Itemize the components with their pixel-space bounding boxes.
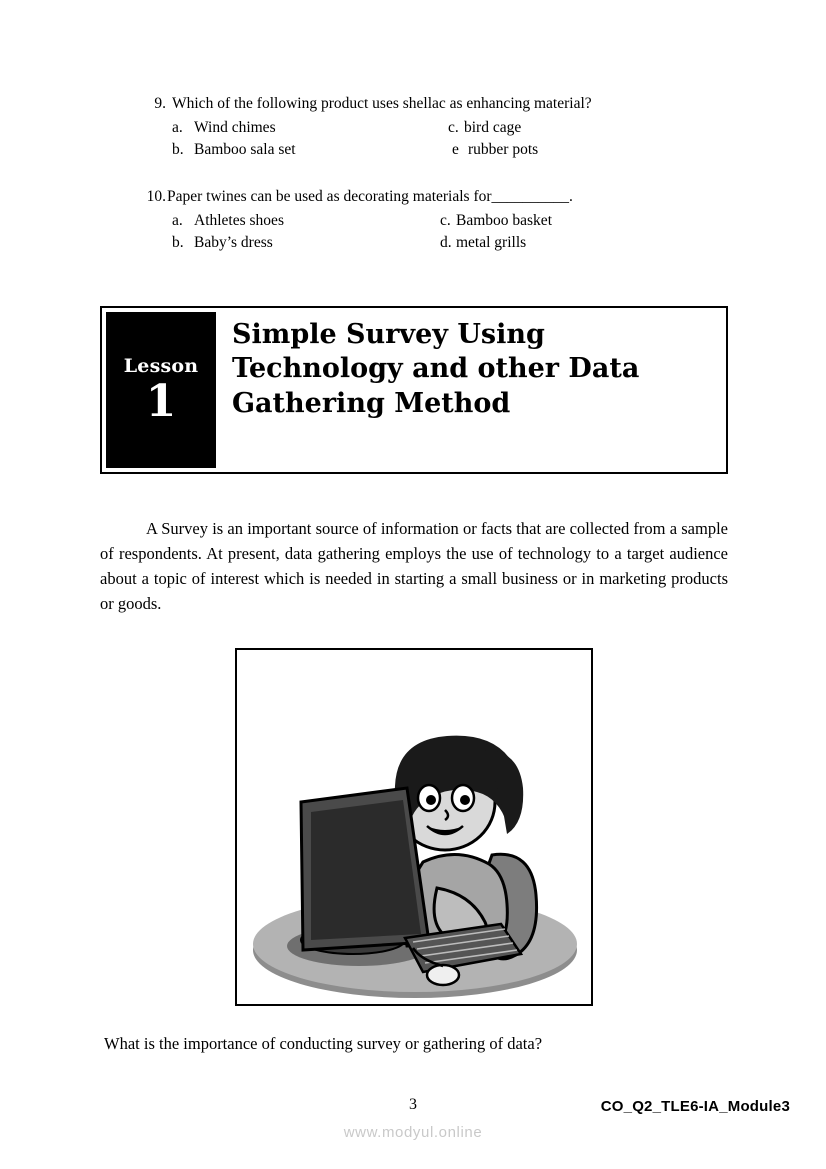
- watermark: www.modyul.online: [343, 1124, 483, 1141]
- question-options: [172, 210, 700, 254]
- option-c: [440, 117, 700, 139]
- option-row: [172, 139, 700, 161]
- option-d-label: d.: [440, 233, 452, 251]
- illustration-figure: [235, 648, 593, 1006]
- option-d-text: metal grills: [456, 233, 527, 251]
- question-number: 9.: [154, 95, 166, 112]
- page-number: 3: [409, 1096, 417, 1113]
- option-c-label: c.: [448, 118, 459, 136]
- lesson-banner: [100, 306, 728, 474]
- option-c-text: bird cage: [464, 118, 522, 136]
- option-c: [440, 210, 700, 232]
- option-c-text: Bamboo basket: [456, 211, 552, 229]
- question-options: [172, 117, 700, 161]
- option-b-text: Baby’s dress: [194, 233, 273, 251]
- option-e-text: rubber pots: [468, 140, 539, 158]
- option-a-text: Wind chimes: [194, 118, 276, 136]
- lesson-tab: [106, 312, 216, 468]
- question-text: Paper twines can be used as decorating materials for__________.: [167, 187, 573, 205]
- quiz-item-10: [140, 187, 700, 254]
- option-b-label: b.: [172, 140, 184, 158]
- option-a: [172, 117, 440, 139]
- lesson-title: Simple Survey Using Technology and other Data Gathering Method: [232, 319, 640, 419]
- question-number: 10.: [146, 187, 166, 205]
- lesson-word: Lesson: [123, 354, 199, 377]
- option-row: [172, 210, 700, 232]
- option-a-text: Athletes shoes: [194, 211, 284, 229]
- option-row: [172, 117, 700, 139]
- quiz-section: [140, 94, 700, 268]
- option-b-label: b.: [172, 233, 184, 251]
- quiz-item-9: [140, 94, 700, 161]
- option-a-label: a.: [172, 211, 183, 229]
- intro-paragraph: A Survey is an important source of information or facts that are collected from a sample of respondents. At present, data gathering employs the use of technology to a target audience about a topic of interest which is needed in starting a small business or in marketing products or goods.: [100, 519, 728, 614]
- option-b: [172, 232, 440, 254]
- question-text: Which of the following product uses shellac as enhancing material?: [172, 95, 592, 112]
- option-b-text: Bamboo sala set: [194, 140, 296, 158]
- lesson-number: 1: [145, 375, 177, 427]
- option-d: [440, 232, 700, 254]
- option-e: [440, 139, 700, 161]
- option-c-label: c.: [440, 211, 451, 229]
- option-a: [172, 210, 440, 232]
- option-row: [172, 232, 700, 254]
- option-e-label: e: [452, 140, 459, 158]
- question-line: [140, 187, 700, 208]
- question-line: [140, 94, 700, 115]
- child-at-computer-illustration: [237, 650, 591, 1004]
- figure-question: What is the importance of conducting survey or gathering of data?: [104, 1034, 543, 1053]
- option-a-label: a.: [172, 118, 183, 136]
- module-code: CO_Q2_TLE6-IA_Module3: [600, 1098, 790, 1115]
- option-b: [172, 139, 440, 161]
